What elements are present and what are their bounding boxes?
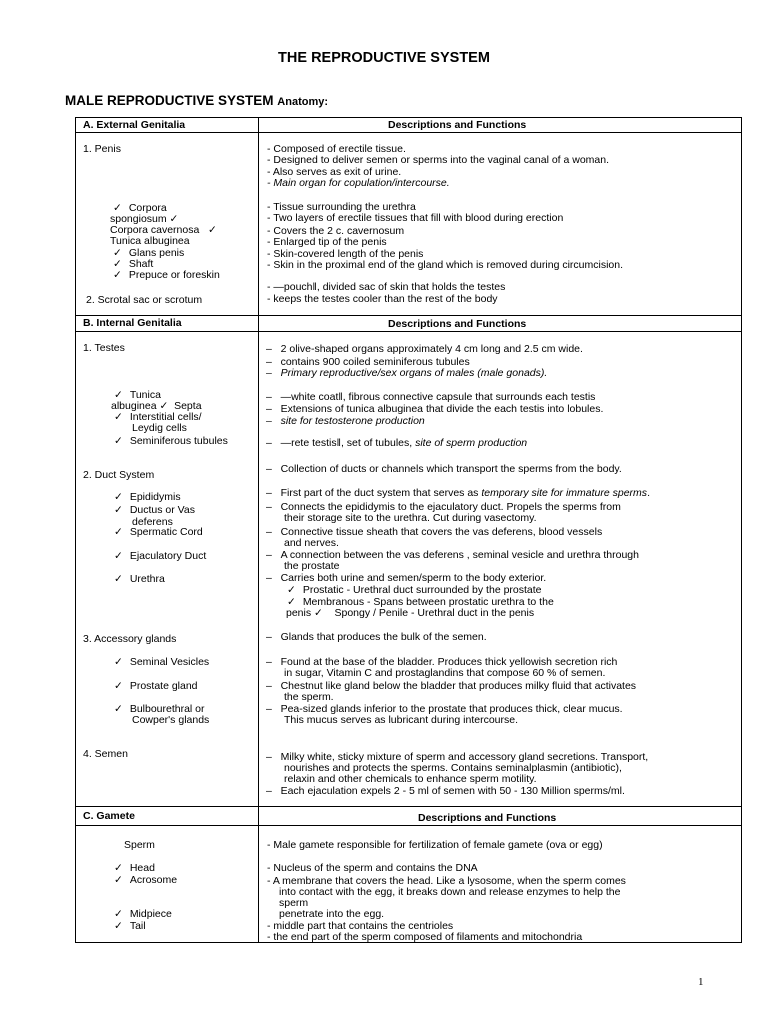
desc-line: – —white coat‖, fibrous connective capsule that surrounds each testis bbox=[266, 391, 596, 403]
section-b-header: Descriptions and Functions bbox=[388, 318, 527, 330]
testes-label: 1. Testes bbox=[83, 342, 125, 354]
desc-line: - Tissue surrounding the urethra bbox=[267, 201, 416, 213]
desc-fragment: . bbox=[647, 487, 650, 499]
row-divider bbox=[76, 825, 741, 826]
desc-line: – Found at the base of the bladder. Produces thick yellowish secretion rich bbox=[266, 656, 618, 668]
sub-item: ✓ Tail bbox=[114, 921, 146, 932]
desc-line: - Skin in the proximal end of the gland which is removed during circumcision. bbox=[267, 259, 624, 271]
desc-line: – Extensions of tunica albuginea that divide the each testis into lobules. bbox=[266, 403, 604, 415]
desc-line: – site for testosterone production bbox=[266, 415, 425, 427]
sub-item: ✓ Glans penis bbox=[113, 248, 184, 259]
accessory-label: 3. Accessory glands bbox=[83, 633, 177, 645]
sub-item: ✓ Epididymis bbox=[114, 492, 181, 503]
desc-line: in sugar, Vitamin C and prostaglandins that compose 60 % of semen. bbox=[284, 667, 606, 679]
sub-item: Tunica albuginea bbox=[110, 235, 190, 247]
desc-line: - the end part of the sperm composed of filaments and mitochondria bbox=[267, 931, 583, 943]
desc-line bbox=[266, 488, 650, 499]
row-divider bbox=[76, 132, 741, 133]
scrotal-label: 2. Scrotal sac or scrotum bbox=[86, 294, 203, 306]
section-a-label: A. External Genitalia bbox=[83, 119, 186, 131]
sub-item: albuginea ✓ Septa bbox=[111, 400, 202, 412]
desc-line: - Enlarged tip of the penis bbox=[267, 236, 387, 248]
semen-label: 4. Semen bbox=[83, 748, 128, 760]
desc-line: penis ✓ Spongy / Penile - Urethral duct in the penis bbox=[286, 607, 535, 619]
desc-line: - Designed to deliver semen or sperms into the vaginal canal of a woman. bbox=[267, 154, 610, 166]
desc-line: nourishes and protects the sperms. Contains seminalplasmin (antibiotic), bbox=[284, 762, 622, 774]
row-divider bbox=[76, 806, 741, 807]
desc-line: - Nucleus of the sperm and contains the DNA bbox=[267, 862, 478, 874]
desc-line: - Covers the 2 c. cavernosum bbox=[267, 225, 405, 237]
section-c-header: Descriptions and Functions bbox=[418, 812, 557, 824]
section-a-header: Descriptions and Functions bbox=[388, 119, 527, 131]
desc-line: - Skin-covered length of the penis bbox=[267, 248, 424, 260]
desc-line: - Male gamete responsible for fertilization of female gamete (ova or egg) bbox=[267, 839, 603, 851]
sub-item: ✓ Seminal Vesicles bbox=[114, 657, 209, 668]
desc-fragment: – —rete testis‖, set of tubules, bbox=[266, 437, 416, 449]
sub-item: ✓ Head bbox=[114, 863, 155, 874]
sub-item: ✓ Midpiece bbox=[114, 909, 172, 920]
desc-line: and nerves. bbox=[284, 537, 339, 549]
desc-line: - —pouch‖, divided sac of skin that holds the testes bbox=[267, 281, 506, 293]
subtitle-main: MALE REPRODUCTIVE SYSTEM bbox=[65, 93, 274, 108]
desc-line: – Each ejaculation expels 2 - 5 ml of semen with 50 - 130 Million sperms/ml. bbox=[266, 785, 625, 797]
desc-line: ✓ Prostatic - Urethral duct surrounded by the prostate bbox=[287, 585, 542, 596]
sub-item: ✓ Spermatic Cord bbox=[114, 527, 203, 538]
desc-fragment: – First part of the duct system that serves as bbox=[266, 487, 482, 499]
sperm-label: Sperm bbox=[124, 839, 155, 851]
desc-line: - Two layers of erectile tissues that fill with blood during erection bbox=[267, 212, 564, 224]
desc-line: – 2 olive-shaped organs approximately 4 cm long and 2.5 cm wide. bbox=[266, 343, 583, 355]
desc-line: – Milky white, sticky mixture of sperm and accessory gland secretions. Transport, bbox=[266, 751, 649, 763]
sub-item: ✓ Bulbourethral or bbox=[114, 704, 205, 715]
desc-line: – contains 900 coiled seminiferous tubules bbox=[266, 356, 470, 368]
sub-item: ✓ Ductus or Vas bbox=[114, 505, 195, 516]
sub-item: ✓ Urethra bbox=[114, 574, 165, 585]
row-divider bbox=[76, 331, 741, 332]
sub-item: spongiosum ✓ bbox=[110, 213, 179, 225]
desc-line: - keeps the testes cooler than the rest of the body bbox=[267, 293, 498, 305]
desc-line: – Connects the epididymis to the ejaculatory duct. Propels the sperms from bbox=[266, 501, 621, 513]
desc-line: – Glands that produces the bulk of the semen. bbox=[266, 631, 487, 643]
desc-fragment: site of sperm production bbox=[415, 437, 528, 449]
sub-item: ✓ Ejaculatory Duct bbox=[114, 551, 206, 562]
desc-line: - Composed of erectile tissue. bbox=[267, 143, 406, 155]
sub-item: Corpora cavernosa ✓ bbox=[110, 224, 217, 236]
sub-item: ✓ Prepuce or foreskin bbox=[113, 270, 220, 281]
sub-item: ✓ Corpora bbox=[113, 203, 167, 214]
desc-line: - Main organ for copulation/intercourse. bbox=[267, 177, 450, 189]
penis-label: 1. Penis bbox=[83, 143, 121, 155]
desc-line: sperm bbox=[279, 897, 309, 909]
sub-item: ✓ Prostate gland bbox=[114, 681, 198, 692]
anatomy-table bbox=[75, 117, 742, 943]
desc-line: penetrate into the egg. bbox=[279, 908, 385, 920]
sub-item: ✓ Shaft bbox=[113, 259, 153, 270]
desc-line: – Connective tissue sheath that covers the vas deferens, blood vessels bbox=[266, 526, 603, 538]
desc-line: - A membrane that covers the head. Like a lysosome, when the sperm comes bbox=[267, 875, 626, 887]
desc-line: – Carries both urine and semen/sperm to the body exterior. bbox=[266, 572, 547, 584]
desc-fragment: temporary site for immature sperms bbox=[481, 487, 648, 499]
desc-line: ✓ Membranous - Spans between prostatic urethra to the bbox=[287, 597, 554, 608]
subtitle-suffix: Anatomy: bbox=[277, 96, 329, 108]
desc-line: their storage site to the urethra. Cut during vasectomy. bbox=[284, 512, 537, 524]
desc-line: – Chestnut like gland below the bladder that produces milky fluid that activates bbox=[266, 680, 637, 692]
desc-line: - middle part that contains the centrioles bbox=[267, 920, 454, 932]
row-divider bbox=[76, 315, 741, 316]
desc-line: – A connection between the vas deferens , seminal vesicle and urethra through bbox=[266, 549, 639, 561]
section-c-label: C. Gamete bbox=[83, 810, 135, 822]
sub-item: Cowper's glands bbox=[132, 714, 210, 726]
desc-line: - Also serves as exit of urine. bbox=[267, 166, 402, 178]
sub-item: ✓ Seminiferous tubules bbox=[114, 436, 228, 447]
desc-line: This mucus serves as lubricant during intercourse. bbox=[284, 714, 519, 726]
page-title: THE REPRODUCTIVE SYSTEM bbox=[278, 50, 490, 66]
section-subtitle bbox=[65, 93, 328, 108]
sub-item: ✓ Interstitial cells/ bbox=[114, 412, 202, 423]
desc-line: – Primary reproductive/sex organs of males (male gonads). bbox=[266, 367, 548, 379]
desc-line: – Collection of ducts or channels which transport the sperms from the body. bbox=[266, 463, 622, 475]
desc-line: the prostate bbox=[284, 560, 340, 572]
desc-line: into contact with the egg, it breaks down and release enzymes to help the bbox=[279, 886, 621, 898]
desc-line: the sperm. bbox=[284, 691, 334, 703]
sub-item: ✓ Acrosome bbox=[114, 875, 177, 886]
desc-line: relaxin and other chemicals to enhance sperm motility. bbox=[284, 773, 537, 785]
section-b-label: B. Internal Genitalia bbox=[83, 317, 182, 329]
sub-item: ✓ Tunica bbox=[114, 390, 161, 401]
desc-line bbox=[266, 438, 527, 449]
sub-item: Leydig cells bbox=[132, 422, 187, 434]
column-divider bbox=[258, 118, 259, 942]
duct-label: 2. Duct System bbox=[83, 469, 155, 481]
sub-item: deferens bbox=[132, 516, 173, 528]
desc-line: – Pea-sized glands inferior to the prostate that produces thick, clear mucus. bbox=[266, 703, 623, 715]
page-number: 1 bbox=[698, 976, 704, 988]
